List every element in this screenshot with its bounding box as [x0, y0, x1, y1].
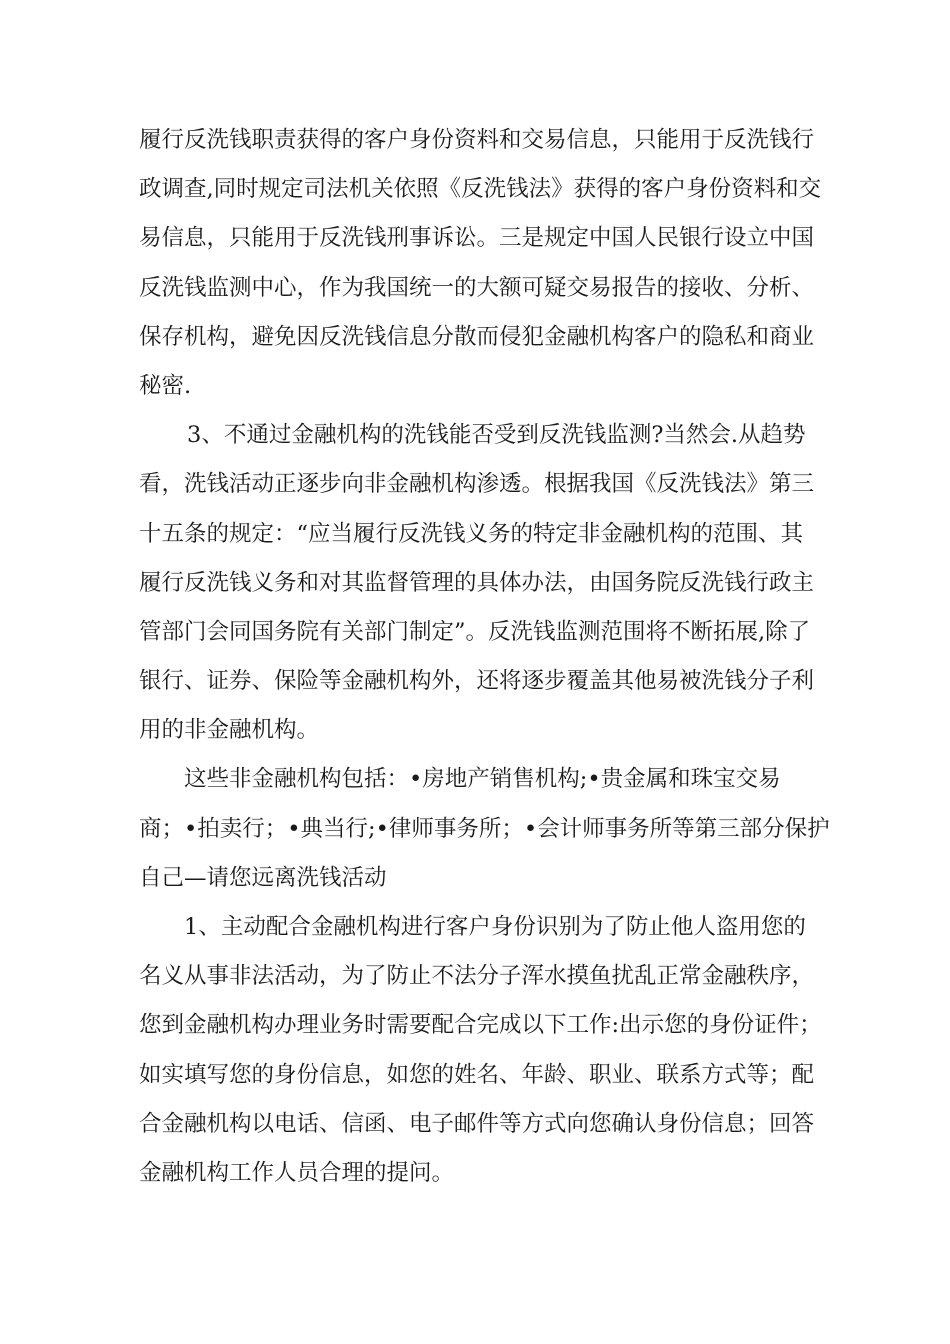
text-line: 十五条的规定：“应当履行反洗钱义务的特定非金融机构的范围、其	[139, 520, 804, 547]
text-line: 履行反洗钱职责获得的客户身份资料和交易信息，只能用于反洗钱行	[139, 127, 815, 153]
text-line: 您到金融机构办理业务时需要配合完成以下工作:出示您的身份证件；	[139, 1012, 822, 1039]
text-line: 保存机构，避免因反洗钱信息分散而侵犯金融机构客户的隐私和商业	[139, 323, 815, 350]
text-line: 用的非金融机构。	[139, 717, 320, 744]
text-line: 易信息，只能用于反洗钱刑事诉讼。三是规定中国人民银行设立中国	[139, 225, 815, 252]
text-line: 3、不通过金融机构的洗钱能否受到反洗钱监测?当然会.从趋势	[187, 422, 806, 449]
text-line: 银行、证券、保险等金融机构外，还将逐步覆盖其他易被洗钱分子利	[139, 668, 815, 695]
document-body	[139, 116, 830, 1198]
text-line: 政调查,同时规定司法机关依照《反洗钱法》获得的客户身份资料和交	[139, 176, 822, 203]
text-line: 看，洗钱活动正逐步向非金融机构渗透。根据我国《反洗钱法》第三	[139, 471, 815, 498]
text-line: 这些非金融机构包括：•房地产销售机构;•贵金属和珠宝交易	[184, 766, 781, 793]
text-line: 自己—请您远离洗钱活动	[139, 864, 387, 891]
text-line: 如实填写您的身份信息，如您的姓名、年龄、职业、联系方式等；配	[139, 1061, 815, 1088]
text-line: 名义从事非法活动，为了防止不法分子浑水摸鱼扰乱正常金融秩序，	[139, 963, 815, 990]
text-line: 商；•拍卖行；•典当行;•律师事务所；•会计师事务所等第三部分保护	[139, 815, 830, 842]
text-line: 反洗钱监测中心，作为我国统一的大额可疑交易报告的接收、分析、	[139, 274, 815, 301]
text-line: 秘密.	[139, 372, 192, 399]
text-line: 履行反洗钱义务和对其监督管理的具体办法，由国务院反洗钱行政主	[139, 569, 815, 596]
text-line: 1、主动配合金融机构进行客户身份识别为了防止他人盗用您的	[184, 914, 806, 940]
text-line: 合金融机构以电话、信函、电子邮件等方式向您确认身份信息；回答	[139, 1110, 815, 1137]
text-line: 管部门会同国务院有关部门制定”。反洗钱监测范围将不断拓展,除了	[139, 618, 811, 645]
text-line: 金融机构工作人员合理的提问。	[139, 1159, 455, 1186]
